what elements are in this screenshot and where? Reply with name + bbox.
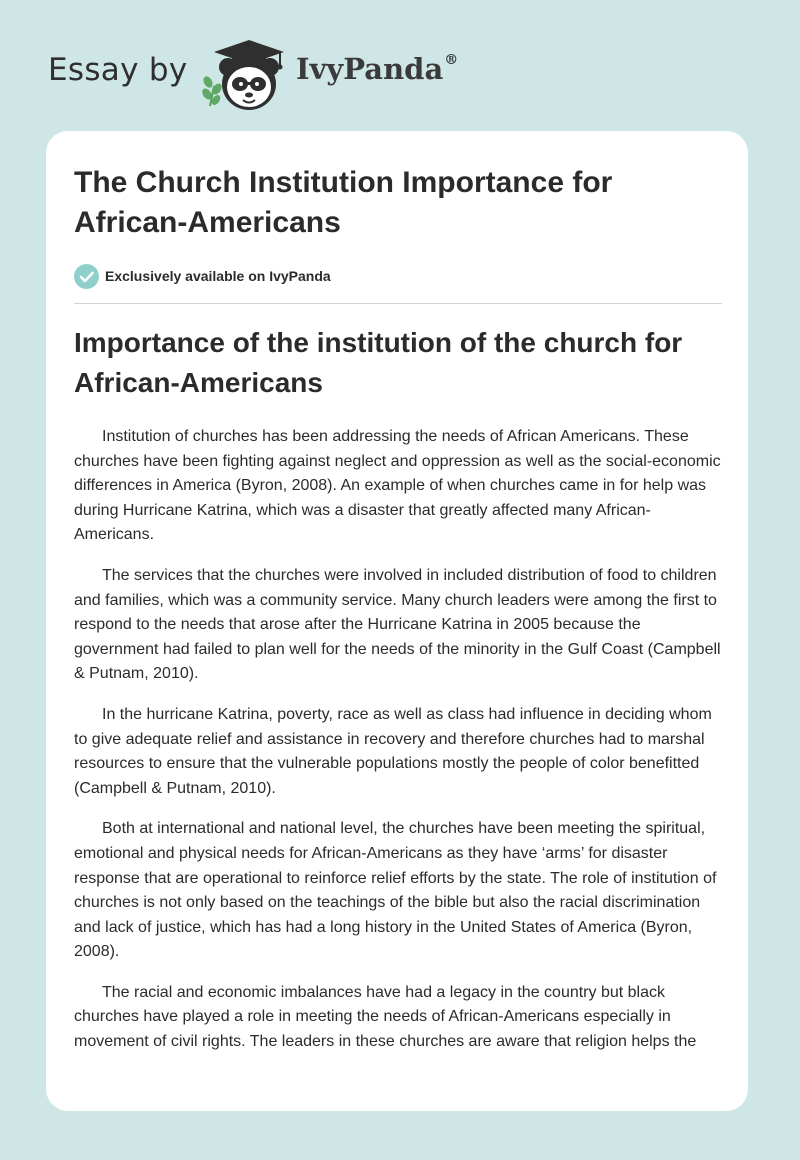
- paragraph: In the hurricane Katrina, poverty, race as well as class had influence in deciding whom to give adequate relief and assistance in recovery and therefore churches had to marshal resources to ensure that the vulnerable populations mostly the people of color benefitted (Campbell & Putnam, 2010).: [74, 705, 712, 797]
- brand-name[interactable]: [296, 52, 458, 86]
- check-circle-icon: [74, 264, 99, 289]
- page-title: The Church Institution Importance for African-Americans: [74, 166, 613, 239]
- divider: [74, 303, 722, 304]
- paragraph: The services that the churches were involved in included distribution of food to children and families, which was a community service. Many church leaders were among the first to respond to the needs that arose after the Hurricane Katrina in 2005 because the government had failed to plan well for the needs of the minority in the Gulf Coast (Campbell & Putnam, 2010).: [74, 566, 721, 683]
- section-heading: Importance of the institution of the church for African-Americans: [74, 327, 683, 398]
- essay-by-label: Essay by: [48, 52, 188, 88]
- paragraph: Institution of churches has been addressing the needs of African Americans. These churches have been fighting against neglect and oppression as well as the social-economic differences in America (Byron, 2008). An example of when churches came in for help was during Hurricane Katrina, which was a disaster that greatly affected many African-Americans.: [74, 428, 721, 544]
- paragraph: Both at international and national level, the churches have been meeting the spiritual, emotional and physical needs for African-Americans as they have ‘arms’ for disaster response that are operational to reinforce relief efforts by the state. The role of institution of churches is not only based on the teachings of the bible but also the racial discrimination and lack of justice, which has had a long history in the United States of America (Byron, 2008).: [74, 820, 717, 961]
- exclusive-badge: [74, 263, 331, 289]
- exclusive-label: Exclusively available on IvyPanda: [105, 268, 331, 284]
- essay-card: [46, 131, 748, 1111]
- trademark-symbol: ®: [444, 52, 459, 69]
- site-header: [48, 34, 508, 114]
- paragraph: The racial and economic imbalances have had a legacy in the country but black churches have played a role in meeting the needs of African-Americans especially in movement of civil rights. The leaders in these churches are aware that religion helps the: [74, 983, 697, 1051]
- brand-text: IvyPanda: [296, 52, 444, 86]
- leaf-icon: [200, 75, 223, 107]
- essay-body: [74, 425, 722, 1071]
- panda-graduate-icon[interactable]: [198, 34, 294, 114]
